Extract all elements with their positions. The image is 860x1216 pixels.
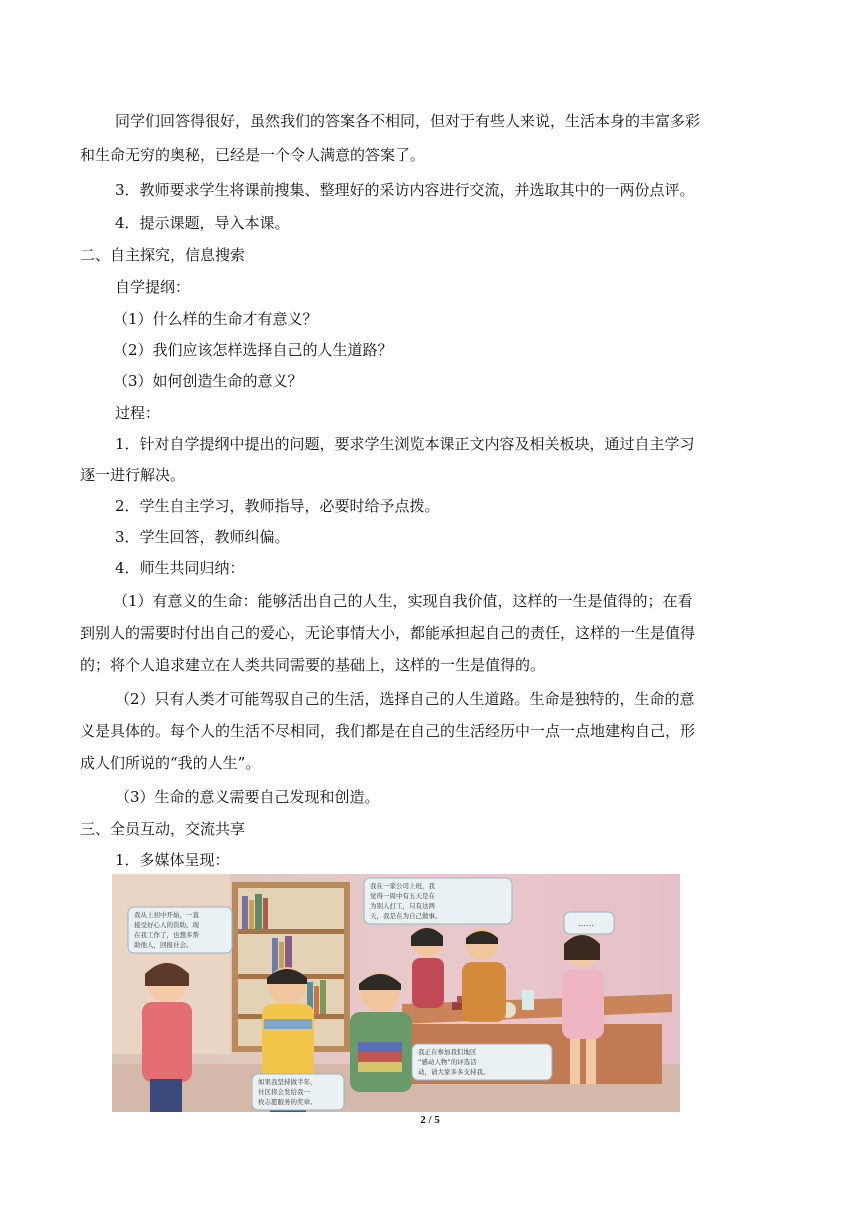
- paragraph-line: （1）有意义的生命：能够活出自己的人生，实现自我价值，这样的一生是值得的；在看: [113, 592, 693, 610]
- girl-back-figure: [411, 927, 444, 1008]
- paragraph-line: 3．学生回答，教师纠偏。: [115, 528, 290, 546]
- speech-bubble-bottom-left: [252, 1074, 344, 1110]
- paragraph-line: 和生命无穷的奥秘，已经是一个令人满意的答案了。: [80, 146, 426, 164]
- bubble-top-line: 天，我是在为自己做事。: [370, 912, 442, 920]
- paragraph-line: 1．针对自学提纲中提出的问题，要求学生浏览本课正文内容及相关板块，通过自主学习: [115, 435, 695, 453]
- svg-text:如果我坚持做半年， 社区将会发给我一: [258, 1077, 319, 1106]
- bubble-bottom-left-line: 枚志愿服务的奖章。: [258, 1098, 317, 1106]
- paragraph-line: 1．多媒体呈现：: [115, 851, 230, 869]
- bubble-left-line: 助他人，回报社会。: [134, 941, 193, 949]
- speech-bubble-top: [364, 878, 512, 924]
- paragraph-line: （3）生命的意义需要自己发现和创造。: [115, 788, 380, 806]
- bubble-bottom-left-line: 如果我坚持做半年，: [258, 1078, 317, 1086]
- paragraph-line: 逐一进行解决。: [80, 466, 186, 484]
- illustration-graphic: [112, 874, 680, 1112]
- paragraph-line: 3．教师要求学生将课前搜集、整理好的采访内容进行交流，并选取其中的一两份点评。: [115, 181, 695, 199]
- section-heading: 二、自主探究，信息搜索: [80, 246, 246, 264]
- bubble-top-line: 觉得一周中有五天是在: [370, 892, 435, 900]
- paragraph-line: 4．提示课题，导入本课。: [115, 214, 290, 232]
- paragraph-line: 过程：: [115, 404, 161, 422]
- paragraph-line: 到别人的需要时付出自己的爱心，无论事情大小，都能承担起自己的责任，这样的一生是值得: [80, 624, 696, 642]
- speech-bubble-left: [128, 907, 232, 953]
- bubble-top-line: 我在一家公司上班，我: [370, 882, 435, 890]
- paragraph-line: 自学提纲：: [115, 278, 191, 296]
- section-heading: 三、全员互动，交流共享: [80, 820, 246, 838]
- list-item: （2）我们应该怎样选择自己的人生道路？: [113, 341, 393, 359]
- bubble-top-line: 为别人打工，只有这两: [370, 902, 435, 910]
- speech-bubble-right: [564, 912, 614, 934]
- list-item: （3）如何创造生命的意义？: [113, 372, 303, 390]
- paragraph-line: 2．学生自主学习，教师指导，必要时给予点拨。: [115, 497, 440, 515]
- bubble-bottom-right-line: 我正在参加我们地区: [418, 1048, 477, 1056]
- bubble-right-text: ……: [578, 919, 594, 928]
- paragraph-line: （2）只有人类才可能驾驭自己的生活，选择自己的人生道路。生命是独特的，生命的意: [115, 690, 695, 708]
- bubble-bottom-left-line: 社区将会发给我一: [258, 1088, 310, 1096]
- bubble-left-line: 我从上初中开始，一直: [134, 911, 199, 919]
- paragraph-line: 的；将个人追求建立在人类共同需要的基础上，这样的一生是值得的。: [80, 656, 546, 674]
- paragraph-line: 同学们回答得很好，虽然我们的答案各不相同，但对于有些人来说，生活本身的丰富多彩: [115, 112, 701, 130]
- speech-bubble-bottom-right: [412, 1044, 552, 1080]
- paragraph-line: 义是具体的。每个人的生活不尽相同，我们都是在自己的生活经历中一点一点地建构自己，形: [80, 722, 696, 740]
- bubble-bottom-right-line: 动，请大家多多支持我。: [418, 1068, 490, 1076]
- classroom-illustration: [112, 874, 680, 1112]
- list-item: （1）什么样的生命才有意义？: [113, 310, 318, 328]
- paragraph-line: 4．师生共同归纳：: [115, 559, 245, 577]
- paragraph-line: 成人们所说的“我的人生”。: [80, 754, 261, 772]
- bubble-bottom-right-line: “感动人物”的评选活: [418, 1058, 477, 1066]
- bubble-left-line: 在我工作了，也想多帮: [134, 931, 199, 939]
- bubble-left-line: 接受好心人的资助。现: [134, 921, 199, 929]
- page-number: 2 / 5: [420, 1114, 440, 1126]
